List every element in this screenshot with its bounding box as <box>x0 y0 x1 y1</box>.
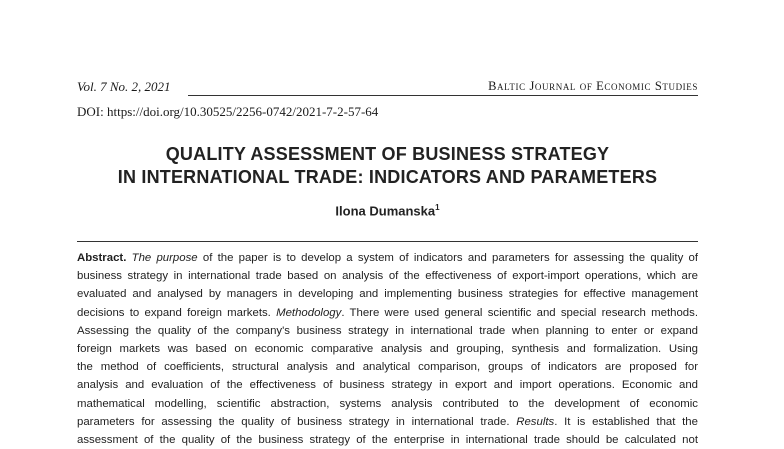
results-label: Results <box>516 415 555 428</box>
paper-title-line-2: IN INTERNATIONAL TRADE: INDICATORS AND PARAMETERS <box>117 167 658 187</box>
abstract-line: Assessing the quality of the company's business strategy in international trade when planning to enter or expand <box>77 324 698 337</box>
abstract-line: decisions to expand foreign markets. Methodology. There were used general scientific and special research methods. <box>77 306 698 319</box>
abstract-line: the method of coefficients, structural analysis and analytical comparison, groups of indicators are proposed for <box>77 361 698 374</box>
abstract-line: evaluated and analysed by managers in developing and implementing business strategies for effective management <box>77 288 698 301</box>
author-name <box>77 203 698 218</box>
header-rule <box>188 95 698 96</box>
abstract-line: Abstract. The purpose of the paper is to develop a system of indicators and parameters for assessing the quality of <box>77 252 698 264</box>
paper-title-line-1: QUALITY ASSESSMENT OF BUSINESS STRATEGY <box>165 144 610 164</box>
abstract-rule <box>77 241 698 242</box>
methodology-label: Methodology <box>276 306 342 319</box>
abstract-line: assessment of the quality of the business strategy of the enterprise in international trade should be calculated not <box>77 434 698 447</box>
journal-header <box>77 77 698 95</box>
volume-info: Vol. 7 No. 2, 2021 <box>77 79 171 94</box>
abstract-line: business strategy in international trade based on analysis of the effectiveness of export-import operations, which are <box>77 270 698 283</box>
purpose-label: The purpose <box>131 252 198 264</box>
affiliation-mark: 1 <box>435 203 440 212</box>
abstract-label: Abstract. <box>77 252 127 264</box>
journal-name: Baltic Journal of Economic Studies <box>488 79 698 93</box>
abstract-line: analysis and evaluation of the effectiveness of business strategy in export and import operations. Economic and <box>77 379 698 392</box>
doi-link[interactable]: DOI: https://doi.org/10.30525/2256-0742/2021-7-2-57-64 <box>77 104 379 119</box>
abstract-line: foreign markets was based on economic comparative analysis and grouping, synthesis and formalization. Using <box>77 343 698 356</box>
abstract-text <box>77 249 698 449</box>
abstract-line: mathematical modelling, scientific abstraction, systems analysis contributed to the development of economic <box>77 397 698 410</box>
author-name-text: Ilona Dumanska <box>335 203 436 219</box>
paper-title <box>77 143 698 189</box>
abstract-line: parameters for assessing the quality of business strategy in international trade. Results. It is established that the <box>77 415 698 428</box>
